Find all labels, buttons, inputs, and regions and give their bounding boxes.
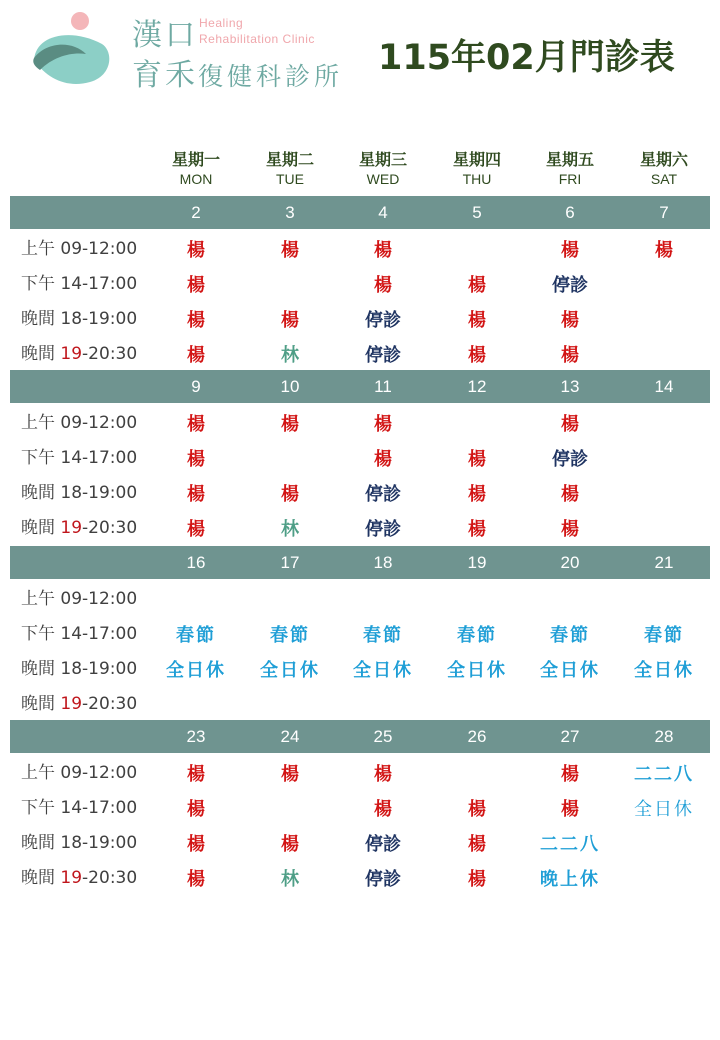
date-cell: 6: [565, 203, 575, 222]
clinic-name-zh-line1: 漢口: [132, 18, 198, 53]
schedule-cell: 二二八: [634, 764, 694, 785]
schedule-cell: 停診: [552, 275, 588, 296]
schedule-cell: 停診: [365, 834, 401, 855]
time-slot-label: 晚間 18-19:00: [21, 483, 138, 503]
schedule-cell: 春節: [457, 625, 497, 646]
weekday-en-label: TUE: [276, 171, 304, 187]
schedule-cell: 楊: [281, 484, 299, 505]
schedule-cell: 楊: [561, 799, 579, 820]
schedule-cell: 楊: [187, 799, 205, 820]
schedule-cell: 停診: [365, 345, 401, 366]
weekday-zh-label: 星期二: [265, 150, 314, 169]
schedule-cell: 春節: [176, 625, 216, 646]
schedule-cell: 楊: [374, 449, 392, 470]
schedule-cell: 楊: [187, 834, 205, 855]
date-cell: 4: [378, 203, 388, 222]
weekday-header: [0, 150, 720, 194]
schedule-cell: 林: [281, 519, 299, 540]
clinic-logo-icon: [28, 10, 114, 86]
schedule-cell: 楊: [561, 414, 579, 435]
schedule-cell: 楊: [187, 310, 205, 331]
weekday-en-label: WED: [366, 171, 400, 187]
schedule-cell: 楊: [187, 449, 205, 470]
weekday-wed: [336, 150, 430, 188]
schedule-cell: 全日休: [260, 660, 320, 681]
schedule-cell: 楊: [187, 345, 205, 366]
date-cell: 19: [467, 553, 487, 572]
time-slot-label: 下午 14-17:00: [21, 798, 138, 818]
schedule-cell: 楊: [374, 275, 392, 296]
date-cell: 20: [560, 553, 580, 572]
schedule-cell: 二二八: [540, 834, 600, 855]
date-cell: 12: [467, 377, 487, 396]
clinic-name-zh-line2b: 復健科診所: [198, 62, 344, 91]
schedule-cell: 全日休: [447, 660, 507, 681]
weekday-zh-label: 星期一: [171, 150, 220, 169]
time-slot-label: 晚間 19-20:30: [21, 344, 138, 364]
schedule-cell: 楊: [187, 484, 205, 505]
schedule-cell: 楊: [374, 799, 392, 820]
time-slot-label: 晚間 19-20:30: [21, 518, 138, 538]
clinic-header: [0, 0, 720, 110]
date-cell: 21: [654, 553, 674, 572]
date-cell: 18: [373, 553, 393, 572]
schedule-cell: 楊: [374, 414, 392, 435]
schedule-cell: 楊: [561, 240, 579, 261]
date-cell: 24: [280, 727, 300, 746]
weekday-en-label: THU: [462, 171, 492, 187]
schedule-cell: 全日休: [353, 660, 413, 681]
date-cell: 23: [186, 727, 206, 746]
clinic-name-en-line1: Healing: [199, 16, 244, 30]
time-slot-label: 晚間 18-19:00: [21, 309, 138, 329]
clinic-name-en-line2: Rehabilitation Clinic: [199, 32, 315, 46]
time-slot-label: 下午 14-17:00: [21, 624, 138, 644]
weekday-fri: [523, 150, 617, 188]
schedule-cell: 全日休: [166, 660, 226, 681]
date-cell: 14: [654, 377, 674, 396]
schedule-cell: 春節: [363, 625, 403, 646]
schedule-cell: 楊: [468, 799, 486, 820]
date-cell: 13: [560, 377, 580, 396]
time-slot-label: 上午 09-12:00: [21, 413, 138, 433]
weekday-en-label: MON: [179, 171, 213, 187]
schedule-cell: 全日休: [634, 660, 694, 681]
schedule-cell: 楊: [281, 414, 299, 435]
schedule-cell: 楊: [468, 484, 486, 505]
schedule-cell: 停診: [552, 449, 588, 470]
schedule-cell: 林: [281, 345, 299, 366]
clinic-name-zh-line2a: 育禾: [132, 58, 198, 93]
date-cell: 27: [560, 727, 580, 746]
schedule-cell: 楊: [374, 764, 392, 785]
schedule-cell: 楊: [187, 764, 205, 785]
date-cell: 5: [472, 203, 482, 222]
date-cell: 7: [659, 203, 669, 222]
clinic-name-zh-line2: [132, 50, 343, 94]
weekday-tue: [243, 150, 337, 188]
schedule-cell: 楊: [187, 414, 205, 435]
weekday-zh-label: 星期六: [639, 150, 688, 169]
time-slot-label: 上午 09-12:00: [21, 763, 138, 783]
date-cell: 25: [373, 727, 393, 746]
time-slot-label: 晚間 19-20:30: [21, 868, 138, 888]
schedule-cell: 春節: [644, 625, 684, 646]
weekday-zh-label: 星期四: [452, 150, 501, 169]
weekday-en-label: SAT: [650, 171, 678, 187]
schedule-cell: 楊: [374, 240, 392, 261]
schedule-cell: 楊: [468, 345, 486, 366]
weekday-zh-label: 星期五: [545, 150, 594, 169]
schedule-cell: 楊: [281, 834, 299, 855]
schedule-cell: 楊: [468, 834, 486, 855]
schedule-cell: 停診: [365, 310, 401, 331]
schedule-cell: 楊: [281, 240, 299, 261]
date-cell: 11: [374, 377, 392, 396]
time-slot-label: 上午 09-12:00: [21, 239, 138, 259]
date-cell: 26: [467, 727, 487, 746]
date-cell: 17: [280, 553, 300, 572]
schedule-cell: 楊: [468, 519, 486, 540]
schedule-cell: 停診: [365, 484, 401, 505]
schedule-cell: 全日休: [634, 799, 694, 820]
schedule-cell: 停診: [365, 869, 401, 890]
time-slot-label: 晚間 19-20:30: [21, 694, 138, 714]
time-slot-label: 晚間 18-19:00: [21, 659, 138, 679]
schedule-cell: 楊: [655, 240, 673, 261]
time-slot-label: 下午 14-17:00: [21, 448, 138, 468]
weekday-mon: [149, 150, 243, 188]
schedule-cell: 楊: [561, 764, 579, 785]
schedule-cell: 楊: [468, 275, 486, 296]
schedule-cell: 楊: [561, 345, 579, 366]
time-slot-label: 晚間 18-19:00: [21, 833, 138, 853]
schedule-cell: 楊: [468, 310, 486, 331]
schedule-cell: 楊: [281, 310, 299, 331]
date-cell: 2: [191, 203, 201, 222]
weekday-thu: [430, 150, 524, 188]
schedule-cell: 全日休: [540, 660, 600, 681]
weekday-en-label: FRI: [558, 171, 582, 187]
schedule-cell: 楊: [187, 519, 205, 540]
date-cell: 16: [186, 553, 206, 572]
schedule-cell: 楊: [561, 519, 579, 540]
date-cell: 3: [285, 203, 295, 222]
schedule-cell: 停診: [365, 519, 401, 540]
time-slot-label: 下午 14-17:00: [21, 274, 138, 294]
schedule-cell: 晚上休: [540, 869, 600, 890]
schedule-cell: 春節: [550, 625, 590, 646]
schedule-cell: 春節: [270, 625, 310, 646]
schedule-cell: 楊: [468, 449, 486, 470]
weekday-sat: [617, 150, 711, 188]
schedule-cell: 楊: [468, 869, 486, 890]
schedule-cell: 楊: [187, 240, 205, 261]
time-slot-label: 上午 09-12:00: [21, 589, 138, 609]
schedule-cell: 楊: [561, 310, 579, 331]
date-cell: 10: [280, 377, 300, 396]
schedule-cell: 楊: [187, 869, 205, 890]
weekday-zh-label: 星期三: [358, 150, 407, 169]
date-cell: 9: [191, 377, 201, 396]
schedule-cell: 楊: [281, 764, 299, 785]
schedule-cell: 楊: [561, 484, 579, 505]
schedule-cell: 楊: [187, 275, 205, 296]
schedule-cell: 林: [281, 869, 299, 890]
page-title: 115年02月門診表: [378, 38, 675, 78]
date-cell: 28: [654, 727, 674, 746]
